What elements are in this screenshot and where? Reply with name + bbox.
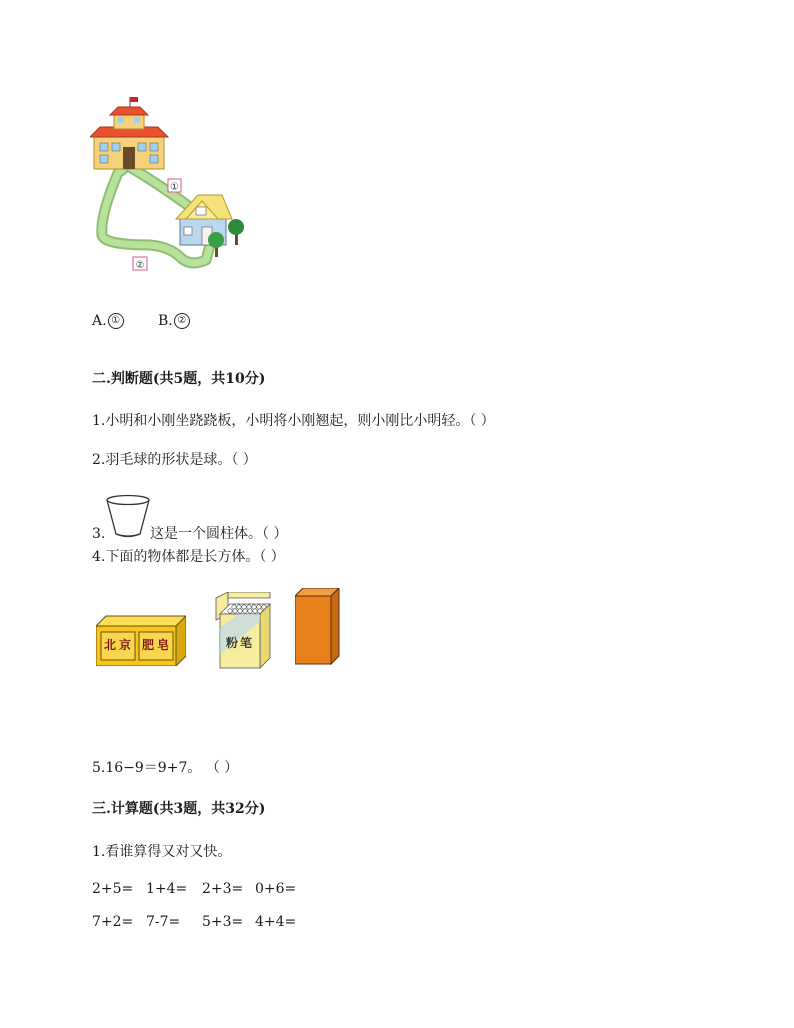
chalk-box-label: 粉笔 [225, 636, 254, 650]
route-map-illustration [90, 95, 250, 275]
calc-item: 4+4= [255, 914, 297, 930]
route-1-label [168, 179, 181, 193]
calc-item: 7+2= [92, 914, 134, 930]
option-a [92, 312, 124, 330]
route-2-label [133, 257, 147, 271]
route-2-label-text: ② [135, 260, 145, 271]
option-b-prefix: B. [158, 313, 173, 329]
calc-question-1: 1.看谁算得又对又快。 [92, 844, 232, 860]
judge-question-3-number: 3. [92, 526, 106, 542]
calc-item: 2+3= [202, 881, 244, 897]
option-b [158, 312, 190, 330]
soap-box-label-right: 肥皂 [141, 638, 172, 652]
calc-row-1 [92, 880, 305, 898]
soap-box [96, 614, 186, 666]
calc-item: 0+6= [255, 881, 297, 897]
option-a-mark: ① [108, 313, 124, 329]
judge-question-5: 5.16−9＝9+7。 （ ） [92, 760, 239, 776]
calc-item: 5+3= [202, 914, 244, 930]
judge-question-3-text: 这是一个圆柱体。（ ） [150, 526, 288, 542]
judge-question-2: 2.羽毛球的形状是球。（ ） [92, 452, 257, 468]
option-a-prefix: A. [92, 313, 107, 329]
section-3-heading: 三.计算题(共3题，共32分) [92, 801, 266, 817]
option-b-mark: ② [174, 313, 190, 329]
section-2-heading: 二.判断题(共5题，共10分) [92, 371, 266, 387]
chalk-box [214, 592, 274, 670]
soap-box-label-left: 北京 [103, 638, 134, 652]
school-building [90, 97, 168, 169]
calc-row-2 [92, 913, 305, 931]
cup-shape-icon [104, 492, 152, 540]
calc-item: 1+4= [146, 881, 188, 897]
judge-question-1: 1.小明和小刚坐跷跷板，小明将小刚翘起，则小刚比小明轻。（ ） [92, 413, 495, 429]
route-1-label-text: ① [170, 182, 179, 193]
calc-item: 7-7= [146, 914, 181, 930]
calc-item: 2+5= [92, 881, 134, 897]
orange-box [295, 588, 341, 666]
judge-question-4: 4.下面的物体都是长方体。（ ） [92, 549, 285, 565]
